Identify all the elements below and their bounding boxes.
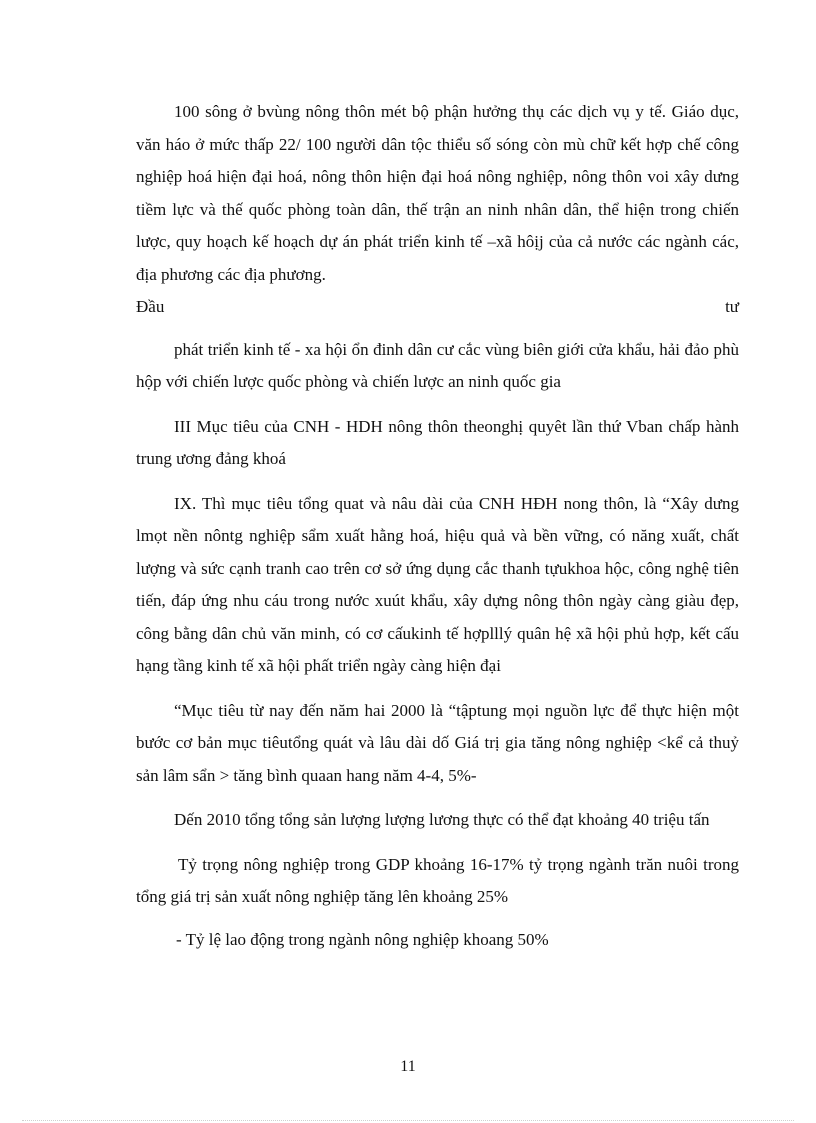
paragraph-4: IX. Thì mục tiêu tổng quat và nâu dài của CNH HĐH nong thôn, là “Xây dưng lmọt nền nôntg nghiệp sẩm xuất hằng hoá, hiệu quả và bền vững, có năng xuất, chất lượng và sức cạnh tranh cao trên cơ sở ứng dụng cắc thanh tựukhoa hộc, công nghệ tiên tiến, đáp ứng nhu cáu trong nước xuút khẩu, xây dựng nông thôn ngày càng giàu đẹp, công bằng dân chủ văn minh, có cơ cấukinh tế hợplllý quân hệ xã hội phủ hợp, kết cấu hạng tầng kinh tế xã hội phất triển ngày càng hiện đại xyxy=(136,493,739,675)
paragraph-8: - Tỷ lệ lao động trong ngành nông nghiệp khoang 50% xyxy=(176,929,549,949)
document-body xyxy=(136,96,739,956)
paragraph-1: 100 sông ở bvùng nông thôn mét bộ phận hưởng thụ các dịch vụ y tế. Giáo dục, văn háo ở mức thấp 22/ 100 người dân tộc thiểu số sóng còn mù chữ kết hợp chế công nghiệp hoá hiện đại hoá, nông thôn hiện đại hoá nông nghiệp, nông thôn voi xây dưng tiềm lực và thế quốc phòng toàn dân, thế trận an ninh nhân dân, thể hiện trong chiến lược, quy hoạch kế hoạch dự án phát triển kinh tế –xã hôịj của cả nước các ngành các, địa phương các địa phương. xyxy=(136,102,739,284)
paragraph-1-tail xyxy=(136,291,739,324)
paragraph-6: Dến 2010 tổng tổng sản lượng lượng lương thực có thể đạt khoảng 40 triệu tấn xyxy=(174,810,710,829)
page-bottom-divider xyxy=(22,1120,794,1121)
paragraph-5: “Mục tiêu từ nay đến năm hai 2000 là “tậptung mọi nguồn lực để thực hiện một bước cơ bản mục tiêutổng quát và lâu dài dố Giá trị gia tăng nông nghiệp <kể cả thuỷ sản lâm sẩn > tăng bình quaan hang năm 4-4, 5%- xyxy=(136,700,739,785)
paragraph-3: III Mục tiêu của CNH - HDH nông thôn theonghị quyêt lần thứ Vban chấp hành trung ương đảng khoá xyxy=(136,416,739,468)
tail-word-right: tư xyxy=(725,297,739,316)
tail-word-left: Đầu xyxy=(136,297,165,316)
page-number: 11 xyxy=(400,1058,416,1075)
paragraph-2: phát triển kinh tế - xa hội ổn đinh dân cư cắc vùng biên giới cửa khẩu, hải đảo phù hộp với chiến lược quốc phòng và chiến lược an ninh quốc gia xyxy=(136,339,739,391)
paragraph-7: Tỷ trọng nông nghiệp trong GDP khoảng 16-17% tỷ trọng ngành trăn nuôi trong tổng giá trị sản xuất nông nghiệp tăng lên khoảng 25% xyxy=(136,854,739,906)
